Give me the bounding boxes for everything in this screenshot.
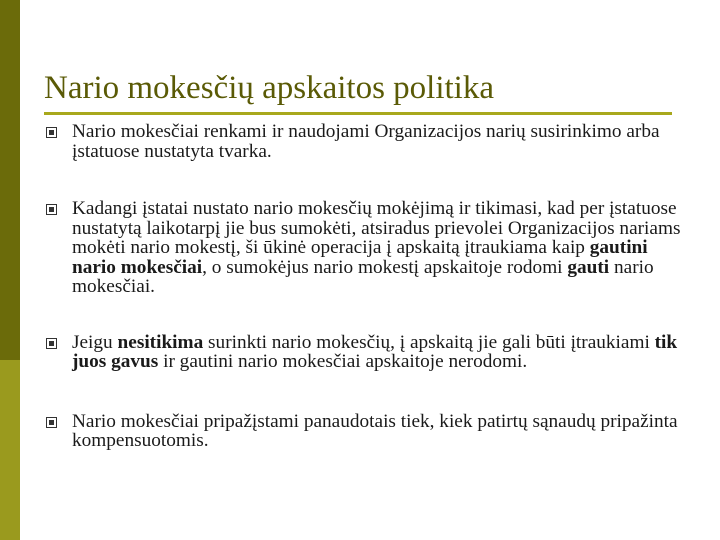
bullet-text: ir gautini nario mokesčiai apskaitoje nerodomi. — [158, 351, 528, 372]
bullet-text: , o sumokėjus nario mokestį apskaitoje rodomi — [202, 256, 568, 278]
square-bullet-icon — [46, 417, 57, 428]
slide-title: Nario mokesčių apskaitos politika — [44, 70, 494, 106]
bullet-text: nario mokesčiai. — [72, 256, 654, 297]
left-accent-bar — [0, 0, 20, 540]
title-underline — [44, 112, 672, 115]
bullet-text: Jeigu — [72, 331, 118, 353]
bullet-text: Nario mokesčiai pripažįstami panaudotais tiek, kiek patirtų sąnaudų pripažinta kompensuotomis. — [72, 410, 678, 451]
bullet-bold-text: nesitikima — [117, 331, 204, 353]
bullet-text: surinkti nario mokesčių, į apskaitą jie gali būti įtraukiami — [203, 331, 655, 353]
bullet-text: Kadangi įstatai nustato nario mokesčių mokėjimą ir tikimasi, kad per įstatuose nustatytą laikotarpį jie bus sumokėti, atsiradus prievolei Organizacijos nariams mokėti nario mokestį, ši ūkinė operacija į apskaitą įtraukiama kaip — [72, 198, 681, 258]
bullet-item — [44, 199, 684, 297]
bullet-list — [44, 122, 684, 451]
bullet-item — [44, 122, 684, 161]
square-bullet-icon — [46, 338, 57, 349]
bullet-item — [44, 412, 684, 451]
square-bullet-icon — [46, 204, 57, 215]
bullet-item — [44, 333, 684, 372]
square-bullet-icon — [46, 127, 57, 138]
bullet-text: Nario mokesčiai renkami ir naudojami Organizacijos narių susirinkimo arba įstatuose nustatyta tvarka. — [72, 121, 660, 162]
bullet-bold-text: gautini nario mokesčiai — [72, 237, 648, 278]
bullet-bold-text: gauti — [567, 256, 610, 278]
bullet-bold-text: tik juos gavus — [72, 331, 678, 372]
